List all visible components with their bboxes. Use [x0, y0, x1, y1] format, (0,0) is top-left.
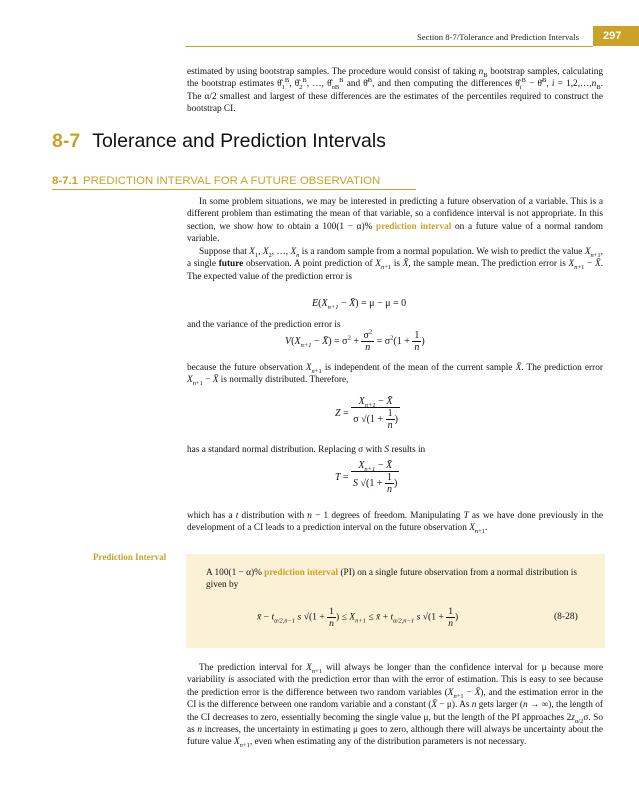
subsection-rule — [52, 189, 416, 190]
paragraph-1: In some problem situations, we may be interested in predicting a future observation of a variable. This is a different problem than estimating the mean of that variable, so a confidence interval is not appropriate. In this section, we show how to obtain a 100(1 − α)% prediction interval on a future value of a normal random variable. — [187, 197, 603, 245]
paragraph-7: The prediction interval for $X_{n+1}$ will always be longer than the confidence interval for μ because more variability is associated with the prediction error than with the error of estimation. This is easy to see because the prediction error is the difference between two random variables ($X_{n+1}$ − X̄), and the estimation error in the CI is the difference between one random variable and a constant (X̄ − μ). As n gets larger (n → ∞), the length of the CI decreases to zero, essentially becoming the single value μ, but the length of the PI approaches $2z_{\alpha/2}\sigma$. So as n increases, the uncertainty in estimating μ goes to zero, although there will always be uncertainty about the future value $X_{n+1}$, even when estimating any of the distribution parameters is not necessary. — [187, 663, 604, 750]
header-rule — [185, 46, 593, 47]
equation-number: (8-28) — [554, 612, 578, 622]
paragraph-6: which has a t distribution with n − 1 degrees of freedom. Manipulating T as we have done previously in the development of a CI leads to a prediction interval on the future observation $X_{n+1}$. — [187, 511, 603, 536]
paragraph-3: and the variance of the prediction error is — [187, 320, 341, 330]
definition-highlight: prediction interval — [264, 568, 339, 578]
definition-text-before: A 100(1 − α)% — [206, 568, 262, 578]
equation-z-statistic: Z = $X_{n+1}$ − X̄ σ √(1 + $\frac{1}{n}$ ) — [335, 396, 398, 431]
intro-paragraph: estimated by using bootstrap samples. The procedure would consist of taking $n_B$ bootstrap samples, calculating the bootstrap estimates $\thetâ_1^B$, $\thetâ_2^B$, …, $\thetâ_{nB}^B$ and θ̄$^B$, and then computing the differences $\thetâ_i^B$ − θ̄$^B$, $i = 1,2,\dots,n_B$. The α/2 smallest and largest of these differences are the estimates of the percentiles required to construct the bootstrap CI. — [187, 67, 603, 115]
section-number: 8-7 — [52, 130, 81, 152]
subsection-title — [52, 175, 380, 187]
margin-label-prediction-interval: Prediction Interval — [93, 552, 167, 562]
definition-text — [206, 567, 586, 592]
paragraph-4: because the future observation $X_{n+1}$ is independent of the mean of the current sample X̄. The prediction error $X_{n+1}$ − X̄ is normally distributed. Therefore, — [187, 363, 603, 388]
subsection-number: 8-7.1 — [52, 175, 78, 187]
paragraph-5: has a standard normal distribution. Replacing σ with S results in — [187, 445, 426, 455]
equation-t-statistic: T = $X_{n+1}$ − X̄ S √(1 + $\frac{1}{n}$ ) — [335, 460, 398, 495]
equation-prediction-interval: x̄ − $t_{\alpha/2,n-1}$ s √(1 + $\frac{1}{n}$ ) ≤ $X_{n+1}$ ≤ x̄ + $t_{\alpha/2,n-1}$ s √(1 + $\frac{1}{n}$ ) — [257, 606, 459, 629]
equation-expected-value: $E(X_{n+1}$ − X̄) = μ − μ = 0 — [312, 298, 407, 311]
paragraph-2: Suppose that $X_1$, $X_2$, …, $X_n$ is a random sample from a normal population. We wish to predict the value $X_{n+1}$, a single future observation. A point prediction of $X_{n+1}$ is X̄, the sample mean. The prediction error is $X_{n+1}$ − X̄. The expected value of the prediction error is — [187, 247, 603, 282]
prediction-interval-term: prediction interval — [376, 221, 452, 232]
section-title-text: Tolerance and Prediction Intervals — [92, 130, 386, 152]
section-title — [52, 130, 386, 153]
running-head: Section 8-7/Tolerance and Prediction Intervals — [416, 32, 579, 42]
page-number: 297 — [593, 26, 639, 46]
equation-variance: $V(X_{n+1}$ − X̄) = $\sigma^2$ + $\frac{\sigma^2}{n}$ = $\sigma^2(1$ + $\frac{1}{n}$ ) — [285, 328, 425, 353]
subsection-title-text: PREDICTION INTERVAL FOR A FUTURE OBSERVATION — [82, 175, 381, 187]
definition-text-after: (PI) on a single future observation from a normal distribution is given by — [206, 568, 577, 591]
future-term: future — [218, 259, 244, 270]
